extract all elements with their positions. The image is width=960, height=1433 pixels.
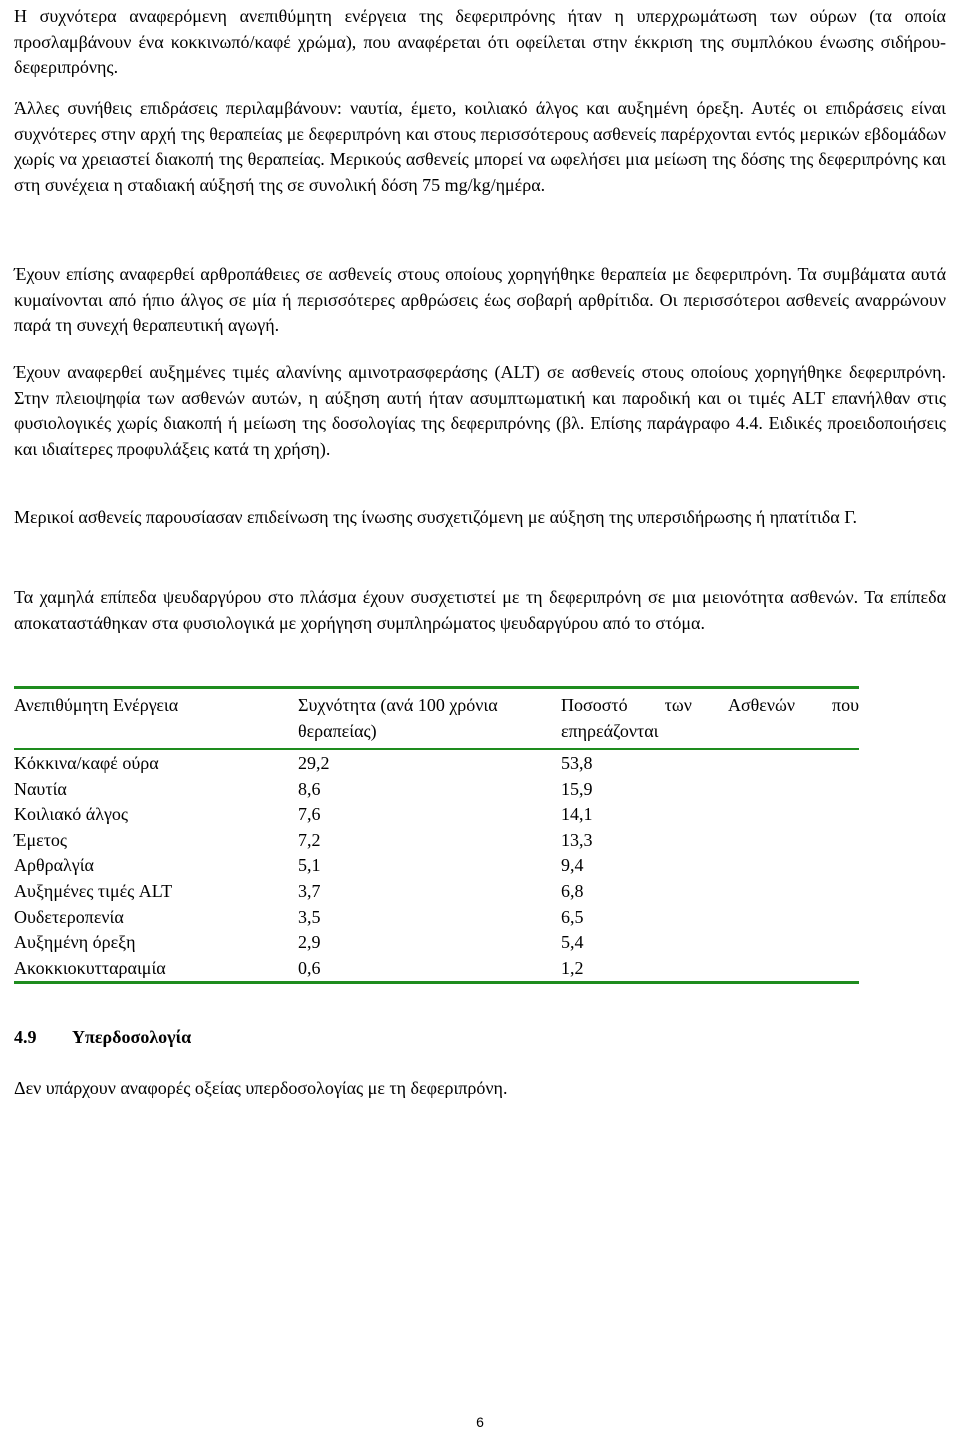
table-row [14, 853, 859, 879]
header-frequency: Συχνότητα (ανά 100 χρόνια θεραπείας) [298, 695, 498, 741]
cell-percentage: 6,5 [561, 906, 584, 927]
cell-event: Κόκκινα/καφέ ούρα [14, 753, 159, 773]
cell-event: Κοιλιακό άλγος [14, 804, 129, 825]
cell-frequency: 7,6 [298, 804, 321, 825]
paragraph-overdose: Δεν υπάρχουν αναφορές οξείας υπερδοσολογίας με τη δεφεριπρόνη. [14, 1078, 508, 1098]
cell-frequency: 8,6 [298, 778, 321, 799]
cell-percentage: 53,8 [561, 753, 593, 773]
cell-percentage: 9,4 [561, 855, 584, 876]
cell-event: Ουδετεροπενία [14, 906, 124, 927]
cell-event: Αυξημένη όρεξη [14, 932, 136, 953]
cell-percentage: 15,9 [561, 778, 593, 799]
table-row [14, 879, 859, 905]
table-row [14, 751, 859, 777]
paragraph-arthropathies: Έχουν επίσης αναφερθεί αρθροπάθειες σε ασθενείς στους οποίους χορηγήθηκε θεραπεία με δεφεριπρόνη. Τα συμβάματα αυτά κυμαίνονται από ήπιο άλγος σε μία ή περισσότερες αρθρώσεις έως σοβαρή αρθρίτιδα. Οι περισσότεροι ασθενείς αναρρώνουν παρά τη συνεχή θεραπευτική αγωγή. [14, 264, 946, 335]
table-row [14, 956, 859, 982]
section-heading-overdose [14, 1024, 191, 1050]
page-number: 6 [476, 1414, 484, 1430]
header-patient-percentage: Ποσοστό των Ασθενών που επηρεάζονται [561, 695, 859, 741]
cell-frequency: 7,2 [298, 829, 321, 850]
table-row [14, 905, 859, 931]
paragraph-zinc-levels: Τα χαμηλά επίπεδα ψευδαργύρου στο πλάσμα έχουν συσχετιστεί με τη δεφεριπρόνη σε μια μειονότητα ασθενών. Τα επίπεδα αποκαταστάθηκαν στα φυσιολογικά με χορήγηση συμπληρώματος ψευδαργύρου από το στόμα. [14, 587, 946, 633]
paragraph-urine-discoloration: Η συχνότερα αναφερόμενη ανεπιθύμητη ενέργεια της δεφεριπρόνης ήταν η υπερχρωμάτωση των ούρων (τα οποία προσλαμβάνουν ένα κοκκινωπό/καφέ χρώμα), που αναφέρεται ότι οφείλεται στην έκκριση της συμπλόκου ένωσης σιδήρου-δεφεριπρόνης. [14, 6, 946, 77]
paragraph-common-effects: Άλλες συνήθεις επιδράσεις περιλαμβάνουν: ναυτία, έμετο, κοιλιακό άλγος και αυξημένη όρεξη. Αυτές οι επιδράσεις είναι συχνότερες στην αρχή της θεραπείας με δεφεριπρόνη και στους περισσότερους ασθενείς παρέρχονται εντός μερικών εβδομάδων χωρίς να χρειαστεί διακοπή της θεραπείας. Μερικούς ασθενείς μπορεί να ωφελήσει μια μείωση της δόσης της δεφεριπρόνης και στη συνέχεια η σταδιακή αύξησή της σε συνολική δόση 75 mg/kg/ημέρα. [14, 98, 946, 195]
cell-frequency: 29,2 [298, 753, 330, 773]
cell-event: Έμετος [14, 829, 68, 850]
cell-percentage: 13,3 [561, 829, 593, 850]
table-body [14, 750, 859, 984]
paragraph-fibrosis: Μερικοί ασθενείς παρουσίασαν επιδείνωση της ίνωσης συσχετιζόμενη με αύξηση της υπερσιδήρωσης ή ηπατίτιδα Γ. [14, 507, 857, 527]
section-number: 4.9 [14, 1027, 37, 1047]
cell-frequency: 0,6 [298, 957, 321, 978]
cell-event: Αρθραλγία [14, 855, 94, 876]
cell-frequency: 3,5 [298, 906, 321, 927]
header-adverse-event: Ανεπιθύμητη Ενέργεια [14, 695, 179, 715]
cell-event: Ναυτία [14, 778, 67, 799]
cell-percentage: 14,1 [561, 804, 593, 825]
table-row [14, 802, 859, 828]
table-header-row [14, 689, 859, 750]
table-row [14, 828, 859, 854]
cell-event: Αυξημένες τιμές ALT [14, 880, 173, 901]
cell-event: Ακοκκιοκυτταραιμία [14, 957, 166, 978]
cell-percentage: 6,8 [561, 880, 584, 901]
cell-percentage: 5,4 [561, 932, 584, 953]
cell-frequency: 3,7 [298, 880, 321, 901]
cell-frequency: 5,1 [298, 855, 321, 876]
table-row [14, 777, 859, 803]
cell-frequency: 2,9 [298, 932, 321, 953]
cell-percentage: 1,2 [561, 957, 584, 978]
paragraph-alt-levels: Έχουν αναφερθεί αυξημένες τιμές αλανίνης αμινοτρασφεράσης (ALT) σε ασθενείς στους οποίους χορηγήθηκε δεφεριπρόνη. Στην πλειοψηφία των ασθενών αυτών, η αύξηση αυτή ήταν ασυμπτωματική και παροδική και οι τιμές ALT επανήλθαν στις φυσιολογικές χωρίς διακοπή ή μείωση της δοσολογίας της δεφεριπρόνης (βλ. Επίσης παράγραφο 4.4. Ειδικές προειδοποιήσεις και ιδιαίτερες προφυλάξεις κατά τη χρήση). [14, 362, 946, 459]
section-title: Υπερδοσολογία [72, 1027, 192, 1047]
adverse-events-table [14, 686, 859, 984]
table-row [14, 930, 859, 956]
